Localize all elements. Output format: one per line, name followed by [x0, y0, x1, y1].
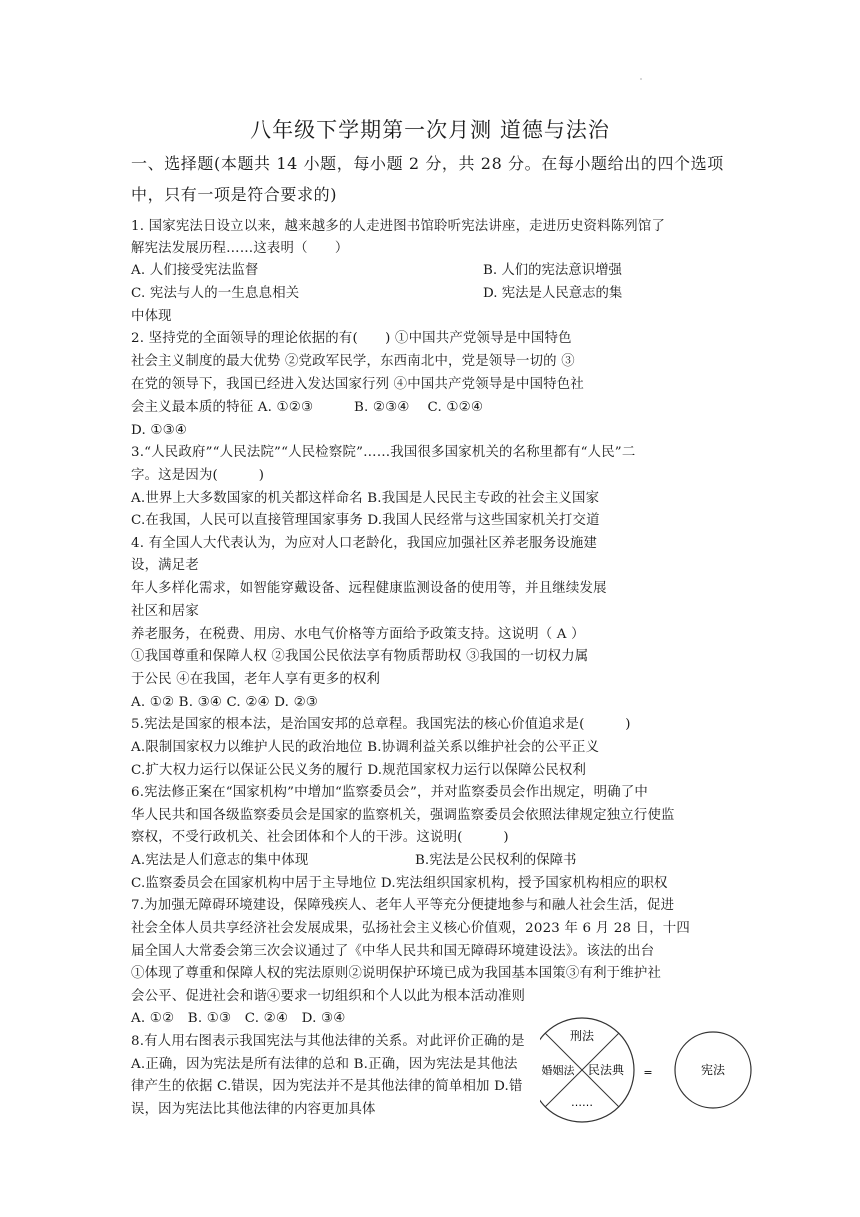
q2-line: 会主义最本质的特征 A. ①②③ B. ②③④ C. ①②④ [131, 400, 484, 415]
q1-stem: 1. 国家宪法日设立以来，越来越多的人走进图书馆聆听宪法讲座，走进历史资料陈列馆了 [131, 219, 666, 234]
q1-stem-cont: 解宪法发展历程……这表明（ ） [131, 241, 349, 256]
q4-line: 社区和居家 [131, 604, 199, 619]
q1-option-d-cont: 中体现 [131, 309, 172, 324]
q4-line: 年人多样化需求，如智能穿戴设备、远程健康监测设备的使用等，并且继续发展 [131, 581, 607, 596]
scan-speck [640, 78, 642, 80]
q2-line: 社会主义制度的最大优势 ②党政军民学，东西南北中，党是领导一切的 ③ [131, 354, 575, 369]
diagram-label-left: 婚姻法 [541, 1064, 575, 1077]
q8-line: 律产生的依据 C.错误，因为宪法并不是其他法律的简单相加 D.错 [131, 1079, 523, 1094]
q1-option-a: A. 人们接受宪法监督 [131, 263, 259, 278]
q4-line: 设，满足老 [131, 558, 199, 573]
q4-line: 养老服务，在税费、用房、水电气价格等方面给予政策支持。这说明（ A ） [131, 627, 585, 642]
law-relationship-diagram [540, 1010, 770, 1130]
page-title: 八年级下学期第一次月测 道德与法治 [250, 118, 610, 142]
q7-line: ①体现了尊重和保障人权的宪法原则②说明保护环境已成为我国基本国策③有利于维护社 [131, 966, 662, 981]
q5-line: C.扩大权力运行以保证公民义务的履行 D.规范国家权力运行以保障公民权利 [131, 763, 587, 778]
q7-line: 7.为加强无障碍环境建设，保障残疾人、老年人平等充分便捷地参与和融人社会生活，促进 [131, 898, 675, 913]
q6-option-a: A.宪法是人们意志的集中体现 [131, 853, 309, 868]
q6-option-b: B.宪法是公民权利的保障书 [415, 853, 577, 868]
q7-options: A. ①② B. ①③ C. ②④ D. ③④ [131, 1011, 346, 1026]
q4-line: 4. 有全国人大代表认为，为应对人口老龄化，我国应加强社区养老服务设施建 [131, 536, 598, 551]
q3-line: 字。这是因为( ) [131, 468, 265, 483]
diagram-label-top: 刑法 [569, 1029, 595, 1043]
q3-line: 3.“人民政府”“人民法院”“人民检察院”……我国很多国家机关的名称里都有“人民”二 [131, 445, 636, 460]
q6-line: 6.宪法修正案在“国家机构”中增加“监察委员会”，并对监察委员会作出规定，明确了中 [131, 785, 649, 800]
q7-line: 社会全体人员共享经济社会发展成果，弘扬社会主义核心价值观，2023 年 6 月 28 日，十四 [131, 921, 690, 936]
q8-line: A.正确，因为宪法是所有法律的总和 B.正确，因为宪法是其他法 [131, 1057, 518, 1072]
q6-line: 华人民共和国各级监察委员会是国家的监察机关，强调监察委员会依照法律规定独立行使监 [131, 808, 675, 823]
q2-line: 2. 坚持党的全面领导的理论依据的有( ) ①中国共产党领导是中国特色 [131, 331, 572, 346]
equals-sign: = [643, 1066, 653, 1079]
q7-line: 届全国人大常委会第三次会议通过了《中华人民共和国无障碍环境建设法》。该法的出台 [131, 944, 655, 959]
q5-line: A.限制国家权力以维护人民的政治地位 B.协调利益关系以维护社会的公平正义 [131, 740, 600, 755]
q5-line: 5.宪法是国家的根本法，是治国安邦的总章程。我国宪法的核心价值追求是( ) [131, 717, 631, 732]
q2-line: D. ①③④ [131, 423, 187, 438]
q4-options: A. ①② B. ③④ C. ②④ D. ②③ [131, 695, 318, 710]
q3-line: A.世界上大多数国家的机关都这样命名 B.我国是人民民主专政的社会主义国家 [131, 491, 600, 506]
q1-option-d: D. 宪法是人民意志的集 [483, 286, 623, 301]
q8-line: 误，因为宪法比其他法律的内容更加具体 [131, 1102, 376, 1117]
q7-line: 会公平、促进社会和谐④要求一切组织和个人以此为根本活动准则 [131, 989, 526, 1004]
q6-line: 察权，不受行政机关、社会团体和个人的干涉。这说明( ) [131, 830, 509, 845]
section-heading: 一、选择题(本题共 14 小题，每小题 2 分，共 28 分。在每小题给出的四个选项 [131, 154, 724, 173]
q3-line: C.在我国，人民可以直接管理国家事务 D.我国人民经常与这些国家机关打交道 [131, 513, 600, 528]
diagram-label-bottom: …… [571, 1096, 593, 1109]
diagram-label-result: 宪法 [700, 1063, 726, 1077]
q2-line: 在党的领导下，我国已经进入发达国家行列 ④中国共产党领导是中国特色社 [131, 377, 584, 392]
q4-line: ①我国尊重和保障人权 ②我国公民依法享有物质帮助权 ③我国的一切权力属 [131, 649, 589, 664]
section-heading-cont: 中，只有一项是符合要求的) [131, 185, 338, 204]
q1-option-b: B. 人们的宪法意识增强 [483, 263, 622, 278]
q6-line: C.监察委员会在国家机构中居于主导地位 D.宪法组织国家机构，授予国家机构相应的职权 [131, 876, 668, 891]
q1-option-c: C. 宪法与人的一生息息相关 [131, 286, 300, 301]
diagram-label-right: 民法典 [587, 1063, 625, 1077]
q4-line: 于公民 ④在我国，老年人享有更多的权利 [131, 672, 381, 687]
q8-line: 8.有人用右图表示我国宪法与其他法律的关系。对此评价正确的是 [131, 1034, 525, 1049]
